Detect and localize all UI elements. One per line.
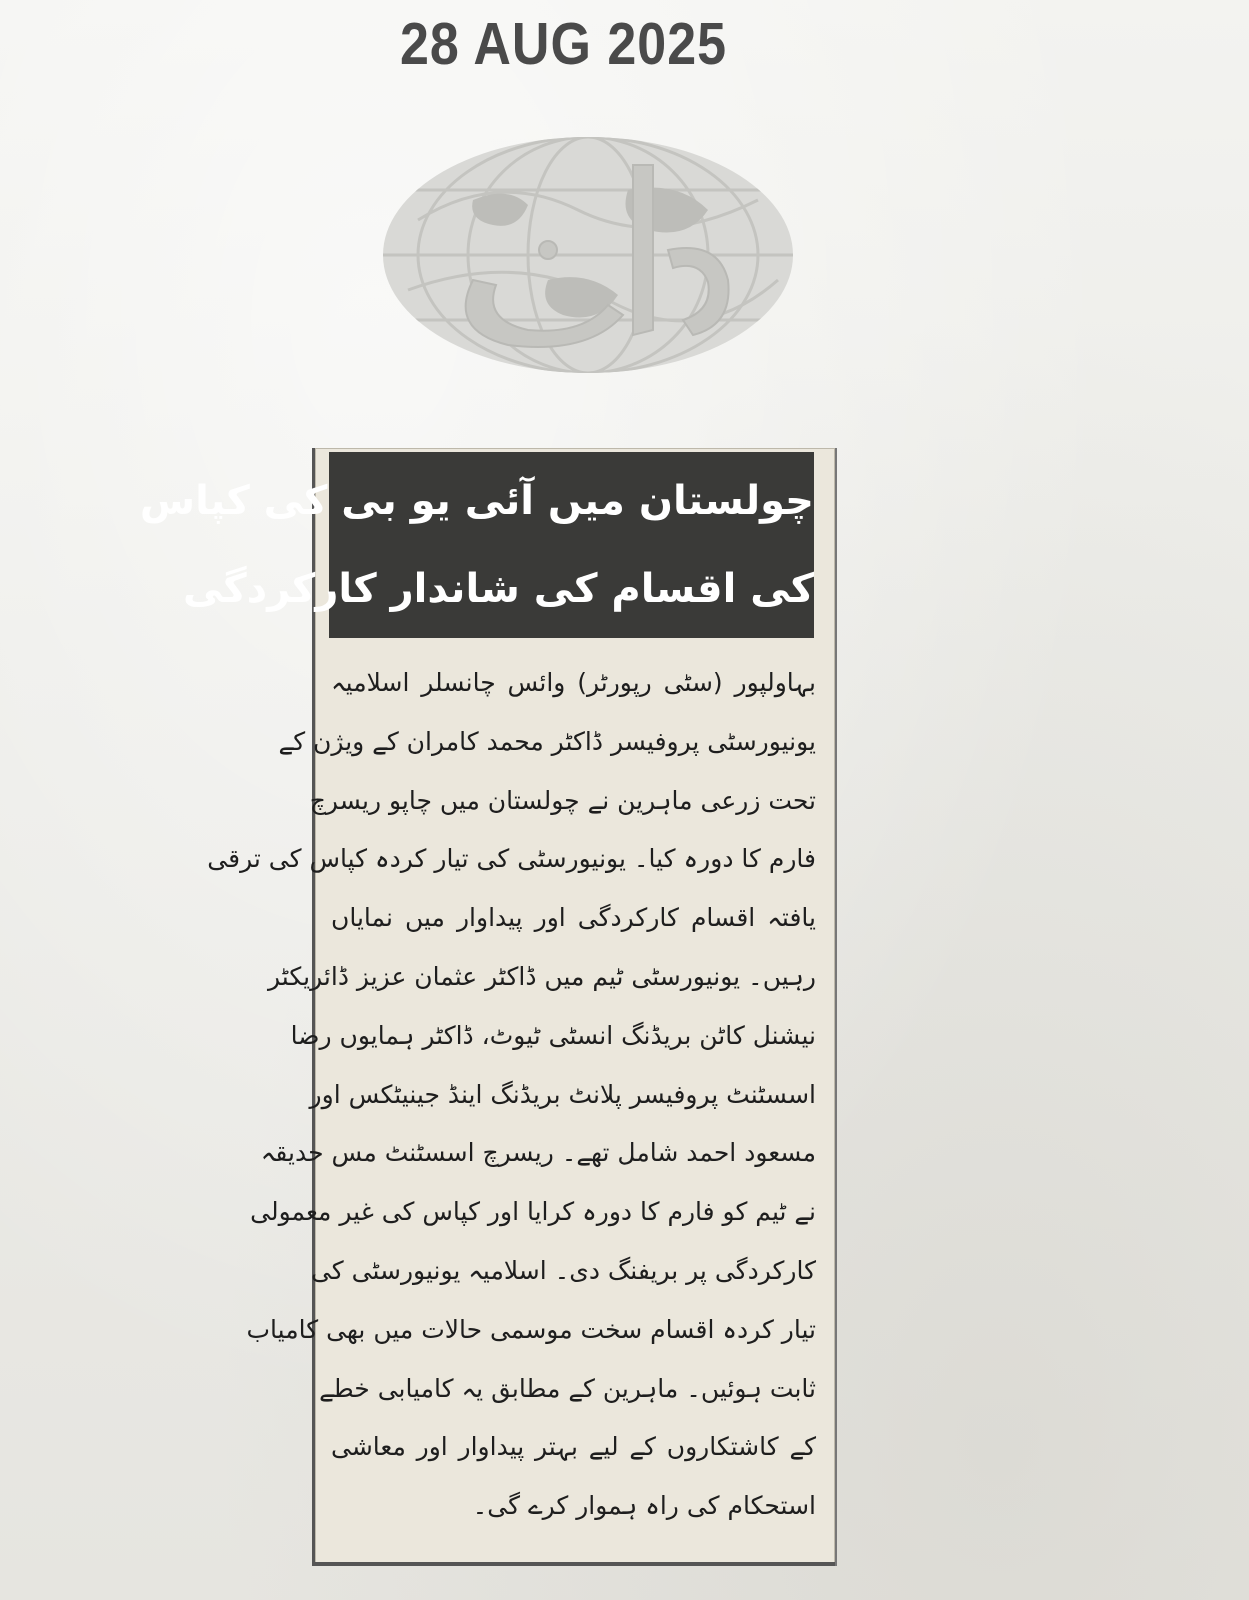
body-line: تحت زرعی ماہرین نے چولستان میں چاپو ریسرچ [309,785,816,815]
body-line: کارکردگی پر بریفنگ دی۔ اسلامیہ یونیورسٹی کی [310,1255,816,1285]
article-body [207,654,816,1554]
headline-box [139,452,814,638]
body-line: تیار کردہ اقسام سخت موسمی حالات میں بھی کامیاب [246,1314,816,1344]
headline-line-2: کی اقسام کی شاندار کارکردگی [182,566,814,612]
body-line: اسسٹنٹ پروفیسر پلانٹ بریڈنگ اینڈ جینیٹکس اور [309,1079,816,1109]
body-line: رہیں۔ یونیورسٹی ٹیم میں ڈاکٹر عثمان عزیز ڈائریکٹر [268,961,816,991]
newspaper-logo-watermark-icon [378,130,798,380]
news-clipping [139,448,837,1566]
body-line: ثابت ہوئیں۔ ماہرین کے مطابق یہ کامیابی خطے [319,1373,816,1403]
body-line: یونیورسٹی پروفیسر ڈاکٹر محمد کامران کے ویژن کے [278,726,816,756]
body-line: نیشنل کاٹن بریڈنگ انسٹی ٹیوٹ، ڈاکٹر ہمایوں رضا [290,1020,816,1050]
body-line: کے کاشتکاروں کے لیے بہتر پیداوار اور معاشی [331,1432,816,1462]
body-line: استحکام کی راہ ہموار کرے گی۔ [472,1491,816,1521]
clipping-bottom-rule [315,1562,835,1566]
body-line: یافتہ اقسام کارکردگی اور پیداوار میں نمایاں [331,903,816,933]
date-stamp: 28 AUG 2025 [400,11,728,78]
body-line: نے ٹیم کو فارم کا دورہ کرایا اور کپاس کی غیر معمولی [250,1197,816,1227]
body-line: مسعود احمد شامل تھے۔ ریسرچ اسسٹنٹ مس حدیقہ [260,1138,816,1168]
body-line: فارم کا دورہ کیا۔ یونیورسٹی کی تیار کردہ کپاس کی ترقی [207,844,816,874]
headline-line-1: چولستان میں آئی یو بی کی کپاس [139,478,814,524]
body-line: بہاولپور (سٹی رپورٹر) وائس چانسلر اسلامیہ [331,668,816,697]
